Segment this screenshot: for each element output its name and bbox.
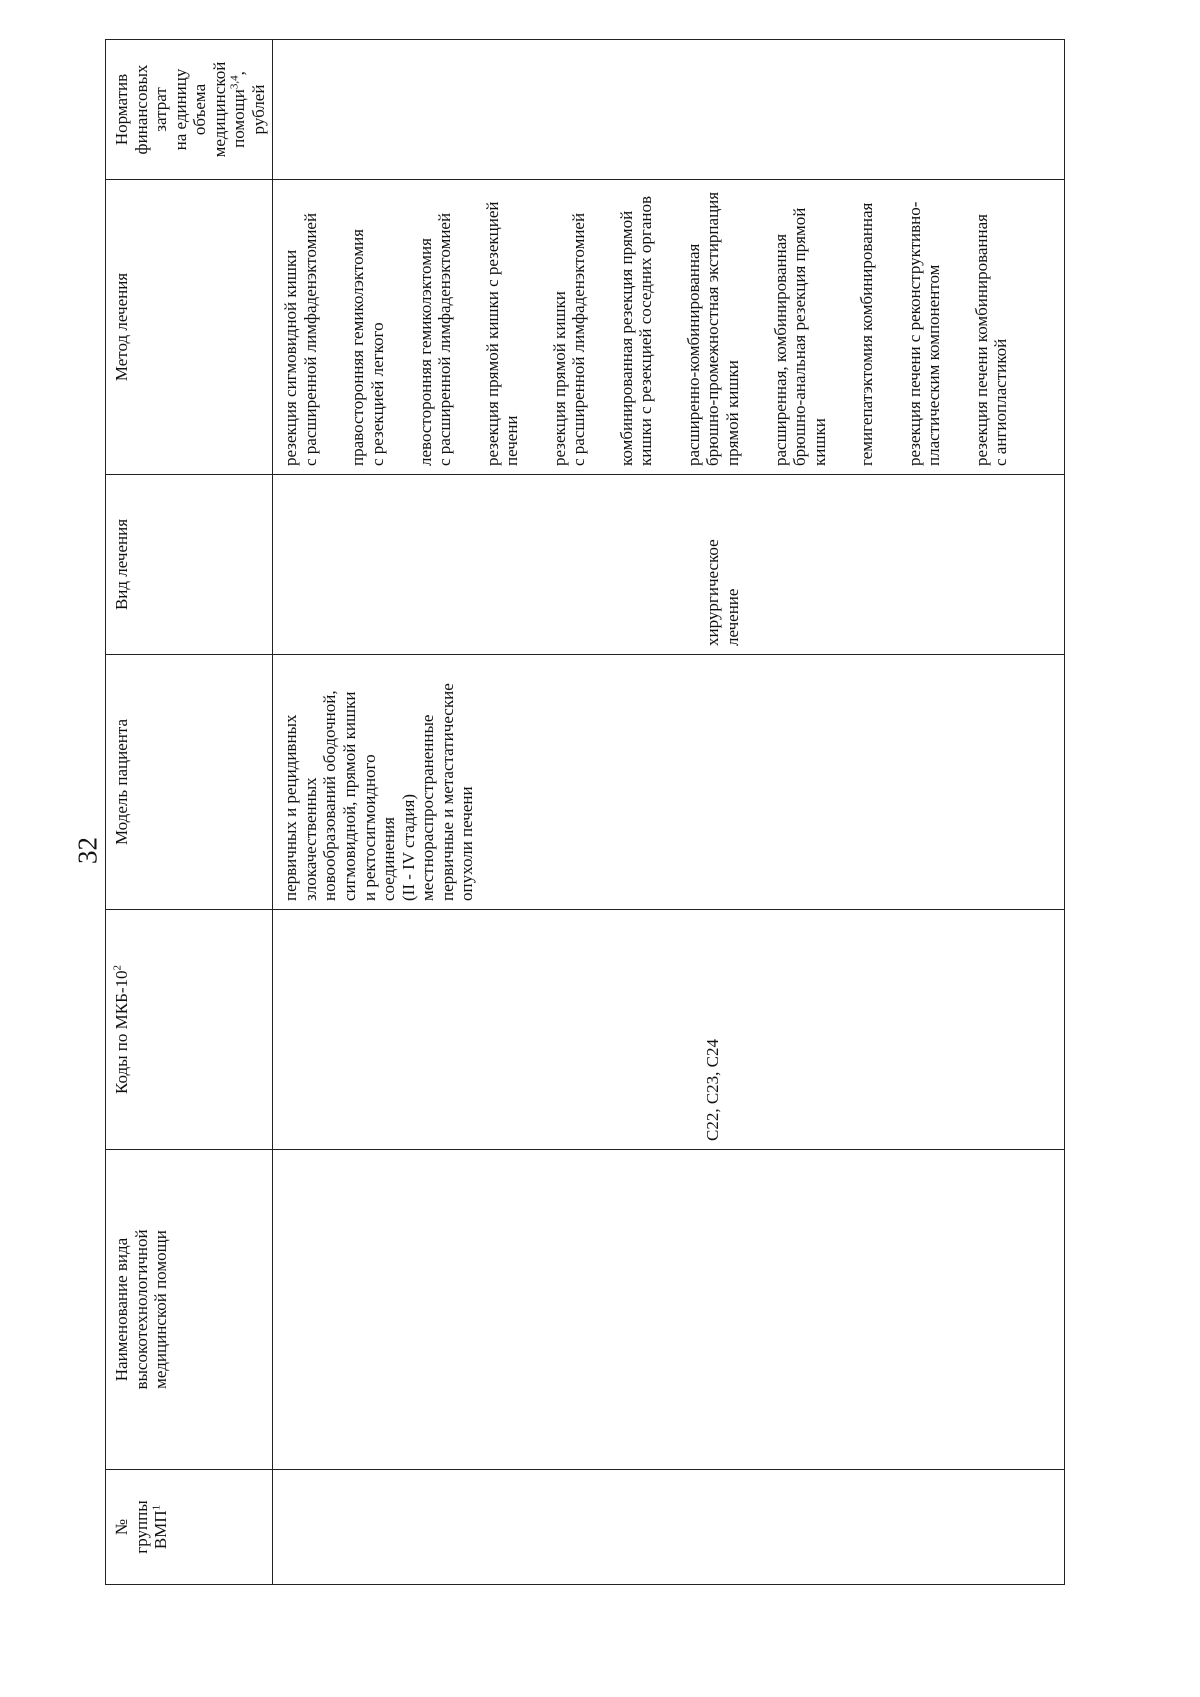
patient-model-line: новообразований ободочной, bbox=[320, 690, 340, 901]
header-group-no-sup: 1 bbox=[150, 1504, 163, 1511]
treatment-method-line: с расширенной лимфаденэктомией bbox=[300, 212, 320, 466]
treatment-method-line: кишки bbox=[809, 418, 829, 466]
treatment-method-item bbox=[281, 188, 320, 466]
cell-treatment-type bbox=[273, 475, 1065, 655]
header-cost-norm-line: помощи$^{3,4}$, рублей bbox=[228, 71, 268, 148]
header-cost-norm-line: финансовых затрат bbox=[131, 64, 171, 155]
treatment-method-item bbox=[348, 188, 387, 466]
treatment-method-line: с резекцией легкого bbox=[368, 322, 388, 466]
cell-treatment-method bbox=[273, 180, 1065, 475]
patient-model-liver bbox=[418, 663, 477, 901]
treatment-method-line: правосторонняя гемиколэктомия bbox=[348, 228, 368, 466]
page-number: 32 bbox=[72, 837, 103, 864]
treatment-method-item bbox=[684, 188, 743, 466]
header-mkb-label: Коды по МКБ-10 bbox=[112, 970, 131, 1095]
header-vmp-name bbox=[106, 1150, 273, 1470]
treatment-method-line: с расширенной лимфаденэктомией bbox=[435, 212, 455, 466]
patient-model-line: местнораспространенные bbox=[418, 714, 438, 901]
header-vmp-name-line: высокотехнологичной bbox=[131, 1229, 151, 1390]
header-treatment-method: Метод лечения bbox=[106, 180, 273, 475]
header-cost-norm bbox=[106, 40, 273, 180]
treatment-method-line: расширенная, комбинированная bbox=[770, 233, 790, 466]
treatment-method-line: резекция сигмовидной кишки bbox=[281, 249, 301, 466]
treatment-method-line: резекция печени с реконструктивно- bbox=[904, 201, 924, 466]
header-cost-norm-sup: 3,4 bbox=[228, 75, 241, 90]
rotated-table-frame bbox=[105, 40, 1065, 1585]
treatment-method-line: резекция прямой кишки bbox=[549, 291, 569, 466]
header-patient-model: Модель пациента bbox=[106, 655, 273, 910]
patient-model-line: первичных и рецидивных bbox=[281, 714, 301, 901]
header-cost-norm-line: Норматив bbox=[112, 73, 131, 146]
treatment-method-line: резекция прямой кишки с резекцией bbox=[482, 201, 502, 466]
treatment-type-line: хирургическое bbox=[703, 539, 723, 646]
cell-cost-norm bbox=[273, 40, 1065, 180]
patient-model-line: сигмовидной, прямой кишки bbox=[340, 691, 360, 901]
treatment-method-item bbox=[972, 188, 1011, 466]
treatment-type-value bbox=[703, 483, 742, 646]
cell-codes bbox=[273, 910, 1065, 1150]
treatment-method-line: гемигепатэктомия комбинированная bbox=[857, 202, 877, 466]
treatment-method-line: прямой кишки bbox=[723, 360, 743, 466]
cell-vmp-name bbox=[273, 1150, 1065, 1470]
treatment-method-item bbox=[483, 188, 522, 466]
treatment-method-line: с ангиопластикой bbox=[991, 338, 1011, 466]
patient-model-line: первичные и метастатические bbox=[437, 683, 457, 901]
patient-model-line: (II - IV стадия) bbox=[398, 794, 418, 901]
treatment-method-line: комбинированная резекция прямой bbox=[616, 210, 636, 466]
header-mkb-sup: 2 bbox=[111, 964, 124, 971]
treatment-method-item bbox=[416, 188, 455, 466]
header-mkb-codes bbox=[106, 910, 273, 1150]
header-cost-norm-tail: , рублей bbox=[229, 71, 268, 135]
treatment-method-list bbox=[281, 188, 1011, 466]
treatment-type-line: лечение bbox=[722, 588, 742, 646]
cell-patient-model bbox=[273, 655, 1065, 910]
table-row bbox=[273, 40, 1065, 1585]
codes-value: C22, C23, C24 bbox=[703, 1038, 723, 1141]
treatment-method-line: пластическим компонентом bbox=[924, 264, 944, 466]
header-group-no-line: группы bbox=[131, 1500, 151, 1554]
header-treatment-type: Вид лечения bbox=[106, 475, 273, 655]
patient-model-line: злокачественных bbox=[300, 777, 320, 901]
patient-model-line: опухоли печени bbox=[457, 786, 477, 901]
treatment-method-item bbox=[857, 188, 877, 466]
treatment-method-line: расширенно-комбинированная bbox=[683, 243, 703, 466]
table-container bbox=[105, 40, 1065, 1585]
header-group-no bbox=[106, 1470, 273, 1585]
cell-group-no bbox=[273, 1470, 1065, 1585]
treatment-method-item bbox=[905, 188, 944, 466]
treatment-method-line: кишки с резекцией соседних органов bbox=[636, 196, 656, 466]
treatment-method-line: резекция печени комбинированная bbox=[971, 214, 991, 466]
header-row bbox=[106, 40, 273, 1585]
treatment-method-item bbox=[771, 188, 830, 466]
patient-model-line: соединения bbox=[379, 817, 399, 901]
header-vmp-name-line: Наименование вида bbox=[112, 1237, 131, 1382]
treatment-method-line: брюшно-анальная резекция прямой bbox=[790, 207, 810, 466]
header-cost-norm-line: медицинской bbox=[209, 61, 229, 158]
treatment-method-line: с расширенной лимфаденэктомией bbox=[569, 212, 589, 466]
treatment-method-line: брюшно-промежностная экстирпация bbox=[703, 191, 723, 466]
treatment-method-item bbox=[617, 188, 656, 466]
vmp-table bbox=[105, 39, 1065, 1585]
treatment-method-line: левосторонняя гемиколэктомия bbox=[415, 238, 435, 466]
header-vmp-name-line: медицинской помощи bbox=[151, 1230, 171, 1389]
treatment-method-line: печени bbox=[502, 415, 522, 466]
treatment-method-item bbox=[550, 188, 589, 466]
header-group-no-line: ВМП$^1$ bbox=[150, 1504, 171, 1550]
patient-model-colorectal bbox=[281, 663, 418, 901]
header-cost-norm-line: на единицу объема bbox=[170, 68, 210, 151]
patient-model-line: и ректосигмоидного bbox=[359, 754, 379, 901]
header-group-no-line: № bbox=[112, 1518, 131, 1536]
